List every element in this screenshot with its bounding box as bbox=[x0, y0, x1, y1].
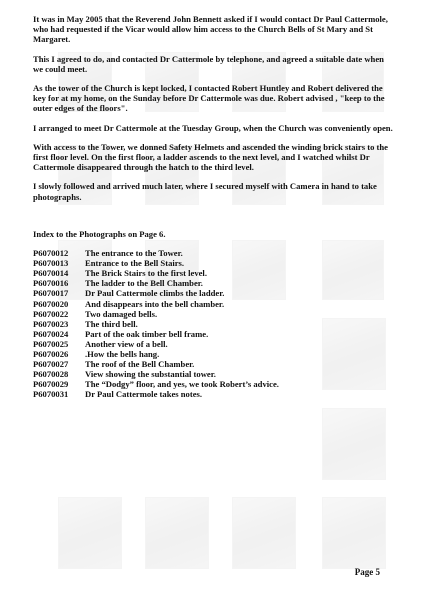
photo-index-title: Index to the Photographs on Page 6. bbox=[33, 228, 166, 239]
photo-description: Dr Paul Cattermole takes notes. bbox=[85, 389, 203, 400]
photo-description: The roof of the Bell Chamber. bbox=[85, 359, 195, 370]
photo-description: The third bell. bbox=[85, 318, 138, 329]
photo-code: P6070013 bbox=[33, 258, 69, 269]
list-item bbox=[33, 278, 395, 288]
list-item bbox=[33, 359, 395, 369]
photo-code: P6070014 bbox=[33, 268, 69, 279]
show-through-photo bbox=[322, 497, 386, 569]
paragraph: It was in May 2005 that the Reverend John Bennett asked if I would contact Dr Paul Cattermole, who had requested if the Vicar would allow him access to the Church Bells of St Mary and St Margaret. bbox=[33, 14, 388, 45]
page-number: Page 5 bbox=[354, 567, 380, 577]
photo-description: The Brick Stairs to the first level. bbox=[85, 268, 207, 279]
list-item bbox=[33, 319, 395, 329]
list-item bbox=[33, 369, 395, 379]
photo-code: P6070012 bbox=[33, 248, 69, 259]
photo-description: Dr Paul Cattermole climbs the ladder. bbox=[85, 288, 225, 299]
paragraph: I arranged to meet Dr Cattermole at the Tuesday Group, when the Church was conveniently open. bbox=[33, 122, 393, 133]
photo-code: P6070024 bbox=[33, 328, 69, 339]
list-item bbox=[33, 389, 395, 399]
photo-description: The entrance to the Tower. bbox=[85, 248, 183, 259]
photo-description: Entrance to the Bell Stairs. bbox=[85, 258, 185, 269]
paragraph: As the tower of the Church is kept locked, I contacted Robert Huntley and Robert delivered the key for at my home, on the Sunday before Dr Cattermole was due. Robert advised , "keep to the outer edges of the floors". bbox=[33, 83, 385, 114]
show-through-photo bbox=[322, 408, 386, 480]
paragraph: I slowly followed and arrived much later, where I secured myself with Camera in hand to take photographs. bbox=[33, 181, 377, 202]
photo-code: P6070026 bbox=[33, 348, 69, 359]
photo-code: P6070031 bbox=[33, 389, 69, 400]
photo-description: Another view of a bell. bbox=[85, 338, 168, 349]
list-item bbox=[33, 299, 395, 309]
photo-code: P6070027 bbox=[33, 359, 69, 370]
photo-code: P6070028 bbox=[33, 369, 69, 380]
photo-index-list bbox=[33, 248, 395, 399]
document-body bbox=[33, 14, 395, 399]
list-item bbox=[33, 258, 395, 268]
photo-description: The “Dodgy” floor, and yes, we took Robert’s advice. bbox=[85, 379, 279, 390]
photo-description: View showing the substantial tower. bbox=[85, 369, 216, 380]
photo-code: P6070025 bbox=[33, 338, 69, 349]
photo-description: .How the bells hang. bbox=[85, 348, 160, 359]
list-item bbox=[33, 309, 395, 319]
show-through-photo bbox=[145, 497, 209, 569]
list-item bbox=[33, 268, 395, 278]
photo-code: P6070016 bbox=[33, 278, 69, 289]
photo-description: Two damaged bells. bbox=[85, 308, 158, 319]
list-item bbox=[33, 349, 395, 359]
photo-code: P6070020 bbox=[33, 298, 69, 309]
photo-description: The ladder to the Bell Chamber. bbox=[85, 278, 203, 289]
list-item bbox=[33, 248, 395, 258]
show-through-photo bbox=[58, 497, 122, 569]
paragraph: With access to the Tower, we donned Safety Helmets and ascended the winding brick stairs to the first floor level. On the first floor, a ladder ascends to the next level, and I watched whilst Dr Cattermole disappeared through the hatch to the third level. bbox=[33, 141, 388, 173]
list-item bbox=[33, 379, 395, 389]
photo-description: And disappears into the bell chamber. bbox=[85, 298, 225, 309]
photo-code: P6070017 bbox=[33, 288, 69, 299]
list-item bbox=[33, 288, 395, 298]
list-item bbox=[33, 339, 395, 349]
photo-code: P6070023 bbox=[33, 318, 69, 329]
list-item bbox=[33, 329, 395, 339]
photo-code: P6070022 bbox=[33, 308, 69, 319]
photo-code: P6070029 bbox=[33, 379, 69, 390]
photo-description: Part of the oak timber bell frame. bbox=[85, 328, 209, 339]
paragraph: This I agreed to do, and contacted Dr Cattermole by telephone, and agreed a suitable date when we could meet. bbox=[33, 53, 384, 74]
show-through-photo bbox=[232, 497, 296, 569]
